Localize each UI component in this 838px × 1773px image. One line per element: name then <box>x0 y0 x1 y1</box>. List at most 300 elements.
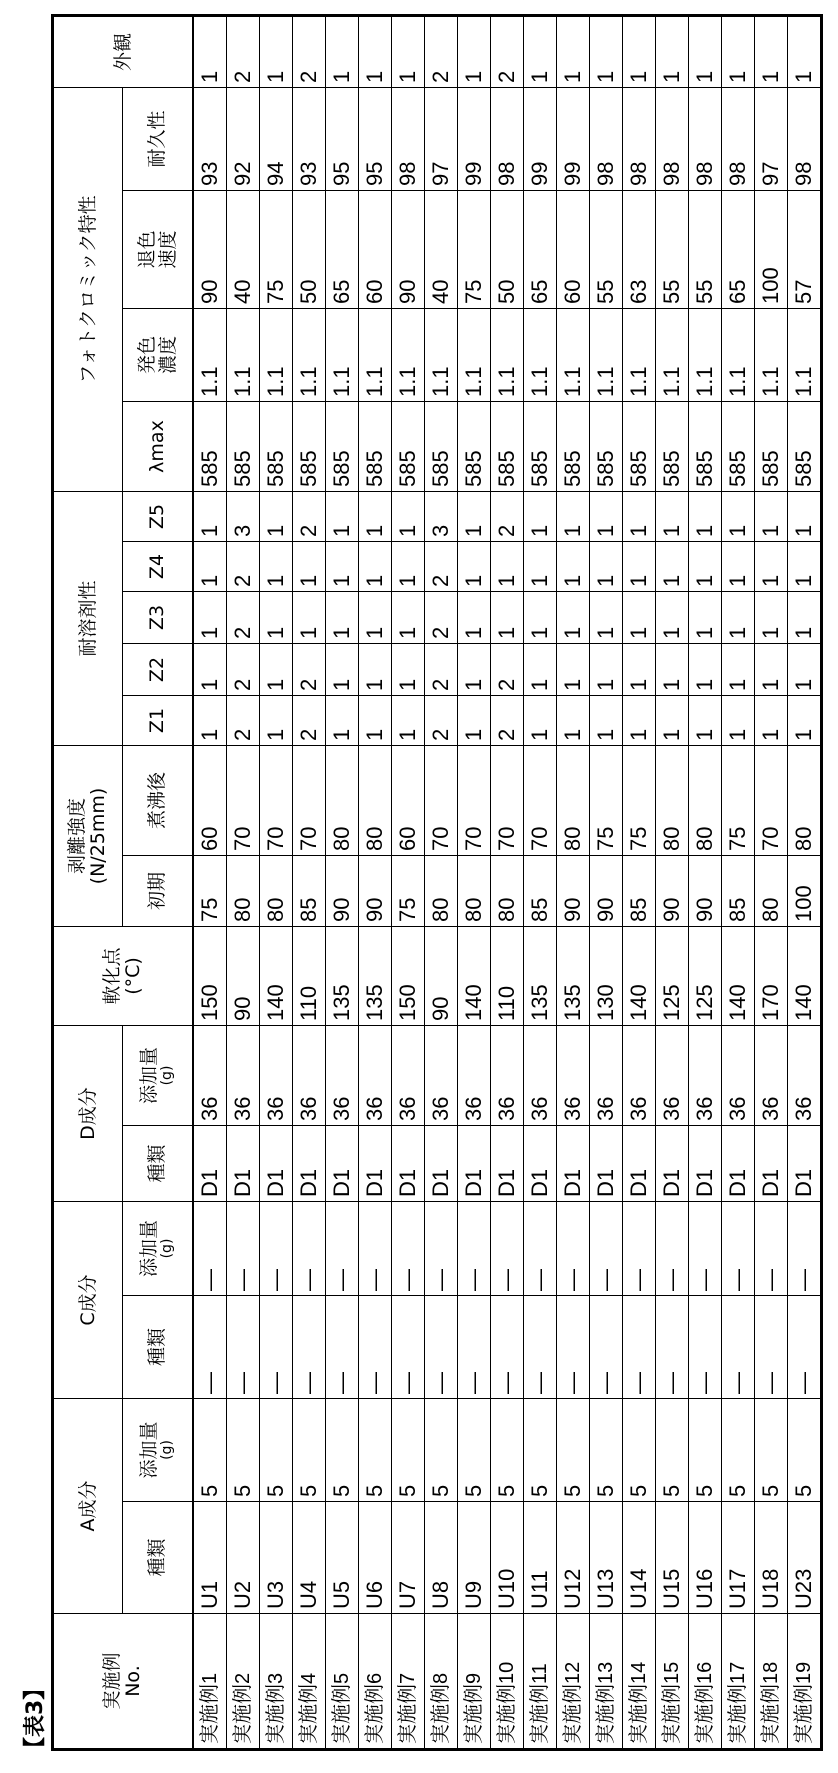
cell-example-no: 実施例17 <box>722 1614 755 1750</box>
cell-d-type: D1 <box>326 1126 359 1202</box>
cell-fading-speed: 75 <box>458 191 491 309</box>
cell-c-amount: — <box>326 1202 359 1296</box>
cell-z1: 1 <box>557 696 590 746</box>
cell-z4: 1 <box>491 542 524 592</box>
cell-c-type: — <box>193 1296 227 1399</box>
cell-lambda-max: 585 <box>359 402 392 492</box>
cell-c-type: — <box>260 1296 293 1399</box>
cell-color-density: 1.1 <box>689 309 722 402</box>
cell-c-type: — <box>557 1296 590 1399</box>
header-durability: 耐久性 <box>123 88 194 191</box>
cell-durability: 97 <box>425 88 458 191</box>
cell-peel-initial: 80 <box>458 856 491 927</box>
cell-softening-point: 150 <box>392 927 425 1026</box>
cell-d-amount: 36 <box>722 1026 755 1126</box>
cell-d-amount: 36 <box>293 1026 326 1126</box>
header-unit: (g) <box>160 1202 175 1295</box>
header-text: (°C) <box>122 957 144 995</box>
results-table <box>51 14 823 1751</box>
cell-z1: 1 <box>623 696 656 746</box>
cell-z4: 1 <box>557 542 590 592</box>
cell-c-amount: — <box>193 1202 227 1296</box>
cell-z2: 1 <box>689 644 722 696</box>
cell-c-amount: — <box>788 1202 822 1296</box>
cell-color-density: 1.1 <box>458 309 491 402</box>
cell-appearance: 1 <box>359 16 392 88</box>
table-caption: 【表3】 <box>18 1678 49 1759</box>
cell-z1: 1 <box>788 696 822 746</box>
header-z1: Z1 <box>123 696 194 746</box>
table-row <box>326 16 359 1750</box>
cell-c-type: — <box>227 1296 260 1399</box>
cell-d-type: D1 <box>689 1126 722 1202</box>
cell-peel-initial: 90 <box>689 856 722 927</box>
cell-d-type: D1 <box>293 1126 326 1202</box>
cell-a-amount: 5 <box>755 1399 788 1502</box>
cell-a-amount: 5 <box>689 1399 722 1502</box>
cell-appearance: 1 <box>656 16 689 88</box>
cell-fading-speed: 65 <box>722 191 755 309</box>
cell-lambda-max: 585 <box>788 402 822 492</box>
cell-c-type: — <box>656 1296 689 1399</box>
cell-z5: 1 <box>755 492 788 542</box>
cell-d-type: D1 <box>260 1126 293 1202</box>
cell-z4: 1 <box>458 542 491 592</box>
cell-peel-initial: 90 <box>656 856 689 927</box>
cell-z3: 1 <box>524 592 557 644</box>
header-a-type: 種類 <box>123 1502 194 1614</box>
cell-a-amount: 5 <box>458 1399 491 1502</box>
cell-peel-after-boiling: 80 <box>557 746 590 856</box>
cell-z4: 2 <box>227 542 260 592</box>
cell-peel-after-boiling: 70 <box>293 746 326 856</box>
cell-peel-after-boiling: 70 <box>755 746 788 856</box>
cell-z1: 1 <box>755 696 788 746</box>
cell-example-no: 実施例12 <box>557 1614 590 1750</box>
cell-z3: 1 <box>392 592 425 644</box>
cell-a-amount: 5 <box>656 1399 689 1502</box>
cell-c-type: — <box>623 1296 656 1399</box>
table-row <box>293 16 326 1750</box>
cell-z2: 1 <box>458 644 491 696</box>
cell-fading-speed: 50 <box>293 191 326 309</box>
cell-a-type: U15 <box>656 1502 689 1614</box>
cell-appearance: 1 <box>326 16 359 88</box>
cell-color-density: 1.1 <box>524 309 557 402</box>
cell-d-type: D1 <box>590 1126 623 1202</box>
cell-fading-speed: 63 <box>623 191 656 309</box>
cell-color-density: 1.1 <box>260 309 293 402</box>
table-row <box>227 16 260 1750</box>
rotated-table-page <box>0 0 838 1773</box>
cell-a-type: U6 <box>359 1502 392 1614</box>
header-d-type: 種類 <box>123 1126 194 1202</box>
cell-z5: 1 <box>689 492 722 542</box>
cell-z5: 2 <box>491 492 524 542</box>
cell-color-density: 1.1 <box>392 309 425 402</box>
table-row <box>458 16 491 1750</box>
cell-durability: 97 <box>755 88 788 191</box>
cell-peel-initial: 90 <box>359 856 392 927</box>
cell-z4: 1 <box>359 542 392 592</box>
cell-durability: 99 <box>458 88 491 191</box>
cell-a-amount: 5 <box>193 1399 227 1502</box>
cell-appearance: 2 <box>293 16 326 88</box>
cell-c-type: — <box>392 1296 425 1399</box>
cell-example-no: 実施例9 <box>458 1614 491 1750</box>
cell-c-type: — <box>359 1296 392 1399</box>
cell-appearance: 1 <box>755 16 788 88</box>
header-solvent-resistance: 耐溶剤性 <box>53 492 123 746</box>
cell-z5: 1 <box>524 492 557 542</box>
cell-example-no: 実施例8 <box>425 1614 458 1750</box>
cell-peel-after-boiling: 75 <box>590 746 623 856</box>
header-text: No. <box>122 1665 144 1697</box>
table-row <box>425 16 458 1750</box>
cell-example-no: 実施例4 <box>293 1614 326 1750</box>
cell-z1: 1 <box>260 696 293 746</box>
cell-peel-after-boiling: 70 <box>458 746 491 856</box>
cell-softening-point: 135 <box>359 927 392 1026</box>
cell-color-density: 1.1 <box>788 309 822 402</box>
cell-z3: 1 <box>293 592 326 644</box>
cell-durability: 98 <box>722 88 755 191</box>
cell-appearance: 1 <box>524 16 557 88</box>
header-z2: Z2 <box>123 644 194 696</box>
cell-peel-after-boiling: 75 <box>623 746 656 856</box>
table-row <box>491 16 524 1750</box>
header-z3: Z3 <box>123 592 194 644</box>
cell-d-type: D1 <box>227 1126 260 1202</box>
cell-a-type: U2 <box>227 1502 260 1614</box>
cell-d-type: D1 <box>458 1126 491 1202</box>
cell-z1: 1 <box>392 696 425 746</box>
cell-c-type: — <box>524 1296 557 1399</box>
cell-lambda-max: 585 <box>293 402 326 492</box>
cell-peel-after-boiling: 60 <box>392 746 425 856</box>
cell-d-amount: 36 <box>623 1026 656 1126</box>
cell-z5: 1 <box>788 492 822 542</box>
table-row <box>623 16 656 1750</box>
cell-d-amount: 36 <box>260 1026 293 1126</box>
cell-c-amount: — <box>722 1202 755 1296</box>
header-color-density <box>123 309 194 402</box>
header-text: 添加量 <box>138 1422 160 1479</box>
cell-z5: 1 <box>359 492 392 542</box>
cell-c-amount: — <box>260 1202 293 1296</box>
cell-peel-after-boiling: 70 <box>425 746 458 856</box>
cell-c-type: — <box>788 1296 822 1399</box>
cell-c-amount: — <box>458 1202 491 1296</box>
cell-durability: 93 <box>193 88 227 191</box>
cell-softening-point: 110 <box>491 927 524 1026</box>
cell-a-amount: 5 <box>293 1399 326 1502</box>
cell-peel-initial: 80 <box>755 856 788 927</box>
cell-z4: 1 <box>193 542 227 592</box>
cell-c-amount: — <box>425 1202 458 1296</box>
cell-peel-initial: 85 <box>623 856 656 927</box>
cell-a-amount: 5 <box>557 1399 590 1502</box>
cell-z5: 1 <box>656 492 689 542</box>
cell-z2: 2 <box>227 644 260 696</box>
cell-z4: 1 <box>755 542 788 592</box>
cell-z4: 1 <box>590 542 623 592</box>
cell-a-type: U17 <box>722 1502 755 1614</box>
cell-z2: 1 <box>260 644 293 696</box>
cell-example-no: 実施例5 <box>326 1614 359 1750</box>
cell-fading-speed: 60 <box>359 191 392 309</box>
cell-softening-point: 135 <box>326 927 359 1026</box>
cell-lambda-max: 585 <box>590 402 623 492</box>
cell-lambda-max: 585 <box>722 402 755 492</box>
cell-z2: 2 <box>293 644 326 696</box>
cell-peel-after-boiling: 80 <box>359 746 392 856</box>
cell-a-type: U12 <box>557 1502 590 1614</box>
cell-z3: 1 <box>623 592 656 644</box>
cell-d-amount: 36 <box>524 1026 557 1126</box>
cell-a-type: U8 <box>425 1502 458 1614</box>
cell-z4: 1 <box>524 542 557 592</box>
cell-z3: 1 <box>755 592 788 644</box>
cell-d-type: D1 <box>491 1126 524 1202</box>
cell-softening-point: 90 <box>227 927 260 1026</box>
cell-fading-speed: 40 <box>425 191 458 309</box>
cell-softening-point: 150 <box>193 927 227 1026</box>
cell-lambda-max: 585 <box>491 402 524 492</box>
cell-c-type: — <box>491 1296 524 1399</box>
cell-z2: 1 <box>359 644 392 696</box>
cell-z4: 1 <box>293 542 326 592</box>
cell-z5: 3 <box>227 492 260 542</box>
cell-z3: 1 <box>193 592 227 644</box>
cell-peel-after-boiling: 70 <box>491 746 524 856</box>
cell-z1: 1 <box>326 696 359 746</box>
cell-c-amount: — <box>623 1202 656 1296</box>
cell-color-density: 1.1 <box>623 309 656 402</box>
cell-appearance: 2 <box>425 16 458 88</box>
cell-d-amount: 36 <box>590 1026 623 1126</box>
cell-example-no: 実施例16 <box>689 1614 722 1750</box>
cell-appearance: 2 <box>227 16 260 88</box>
cell-a-type: U18 <box>755 1502 788 1614</box>
cell-z2: 1 <box>755 644 788 696</box>
cell-c-amount: — <box>293 1202 326 1296</box>
cell-a-type: U7 <box>392 1502 425 1614</box>
cell-softening-point: 125 <box>656 927 689 1026</box>
header-text: 剥離強度 <box>66 798 88 874</box>
cell-example-no: 実施例13 <box>590 1614 623 1750</box>
table-row <box>689 16 722 1750</box>
cell-durability: 98 <box>788 88 822 191</box>
cell-appearance: 1 <box>193 16 227 88</box>
cell-d-type: D1 <box>656 1126 689 1202</box>
cell-peel-initial: 75 <box>193 856 227 927</box>
cell-fading-speed: 55 <box>590 191 623 309</box>
cell-color-density: 1.1 <box>425 309 458 402</box>
cell-z1: 1 <box>689 696 722 746</box>
cell-peel-initial: 80 <box>260 856 293 927</box>
cell-peel-initial: 100 <box>788 856 822 927</box>
cell-softening-point: 140 <box>722 927 755 1026</box>
cell-d-amount: 36 <box>557 1026 590 1126</box>
cell-d-amount: 36 <box>755 1026 788 1126</box>
cell-appearance: 1 <box>392 16 425 88</box>
table-row <box>656 16 689 1750</box>
cell-z3: 1 <box>788 592 822 644</box>
cell-z5: 1 <box>722 492 755 542</box>
header-example-no <box>53 1614 194 1750</box>
cell-lambda-max: 585 <box>557 402 590 492</box>
header-c-type: 種類 <box>123 1296 194 1399</box>
header-d-amount <box>123 1026 194 1126</box>
cell-softening-point: 140 <box>788 927 822 1026</box>
cell-z1: 1 <box>524 696 557 746</box>
cell-c-amount: — <box>590 1202 623 1296</box>
cell-a-amount: 5 <box>392 1399 425 1502</box>
cell-fading-speed: 65 <box>326 191 359 309</box>
cell-c-type: — <box>425 1296 458 1399</box>
cell-appearance: 1 <box>623 16 656 88</box>
cell-appearance: 1 <box>458 16 491 88</box>
cell-z1: 1 <box>590 696 623 746</box>
cell-color-density: 1.1 <box>755 309 788 402</box>
cell-z5: 1 <box>557 492 590 542</box>
cell-softening-point: 140 <box>260 927 293 1026</box>
cell-d-type: D1 <box>788 1126 822 1202</box>
cell-lambda-max: 585 <box>227 402 260 492</box>
cell-softening-point: 125 <box>689 927 722 1026</box>
table-row <box>590 16 623 1750</box>
cell-peel-initial: 75 <box>392 856 425 927</box>
header-text: 実施例 <box>101 1653 123 1710</box>
cell-durability: 92 <box>227 88 260 191</box>
cell-lambda-max: 585 <box>524 402 557 492</box>
cell-color-density: 1.1 <box>557 309 590 402</box>
cell-z4: 2 <box>425 542 458 592</box>
cell-z1: 1 <box>458 696 491 746</box>
cell-durability: 93 <box>293 88 326 191</box>
cell-z1: 1 <box>722 696 755 746</box>
header-text: 軟化点 <box>101 948 123 1005</box>
header-lambda-max: λmax <box>123 402 194 492</box>
cell-a-type: U1 <box>193 1502 227 1614</box>
header-peel-strength <box>53 746 123 927</box>
cell-c-amount: — <box>359 1202 392 1296</box>
cell-z2: 1 <box>590 644 623 696</box>
cell-z4: 1 <box>689 542 722 592</box>
cell-z4: 1 <box>392 542 425 592</box>
cell-d-type: D1 <box>425 1126 458 1202</box>
cell-d-amount: 36 <box>392 1026 425 1126</box>
header-a-component: A成分 <box>53 1399 123 1614</box>
cell-z3: 1 <box>689 592 722 644</box>
cell-z4: 1 <box>260 542 293 592</box>
header-softening-point <box>53 927 194 1026</box>
cell-fading-speed: 100 <box>755 191 788 309</box>
cell-appearance: 2 <box>491 16 524 88</box>
cell-color-density: 1.1 <box>326 309 359 402</box>
cell-z4: 1 <box>722 542 755 592</box>
cell-peel-initial: 80 <box>227 856 260 927</box>
header-text: 濃度 <box>157 336 179 374</box>
cell-peel-after-boiling: 80 <box>788 746 822 856</box>
cell-fading-speed: 90 <box>392 191 425 309</box>
cell-color-density: 1.1 <box>227 309 260 402</box>
cell-softening-point: 135 <box>557 927 590 1026</box>
cell-d-amount: 36 <box>689 1026 722 1126</box>
cell-peel-initial: 90 <box>326 856 359 927</box>
cell-color-density: 1.1 <box>193 309 227 402</box>
header-photochromic: フォトクロミック特性 <box>53 88 123 492</box>
cell-z2: 1 <box>326 644 359 696</box>
cell-z3: 1 <box>557 592 590 644</box>
cell-z5: 1 <box>260 492 293 542</box>
cell-d-amount: 36 <box>491 1026 524 1126</box>
cell-z4: 1 <box>623 542 656 592</box>
cell-appearance: 1 <box>722 16 755 88</box>
header-a-amount <box>123 1399 194 1502</box>
cell-a-type: U10 <box>491 1502 524 1614</box>
cell-a-type: U3 <box>260 1502 293 1614</box>
cell-d-amount: 36 <box>359 1026 392 1126</box>
cell-peel-initial: 90 <box>557 856 590 927</box>
cell-example-no: 実施例2 <box>227 1614 260 1750</box>
cell-example-no: 実施例11 <box>524 1614 557 1750</box>
cell-softening-point: 110 <box>293 927 326 1026</box>
cell-z3: 1 <box>326 592 359 644</box>
cell-z2: 1 <box>524 644 557 696</box>
cell-durability: 98 <box>623 88 656 191</box>
cell-lambda-max: 585 <box>656 402 689 492</box>
cell-peel-after-boiling: 60 <box>193 746 227 856</box>
cell-lambda-max: 585 <box>623 402 656 492</box>
cell-a-type: U23 <box>788 1502 822 1614</box>
cell-lambda-max: 585 <box>392 402 425 492</box>
cell-c-amount: — <box>491 1202 524 1296</box>
cell-z4: 1 <box>656 542 689 592</box>
table-row <box>722 16 755 1750</box>
cell-z1: 2 <box>227 696 260 746</box>
cell-a-type: U9 <box>458 1502 491 1614</box>
table-body <box>193 16 822 1750</box>
cell-durability: 95 <box>326 88 359 191</box>
cell-z4: 1 <box>326 542 359 592</box>
cell-a-amount: 5 <box>491 1399 524 1502</box>
header-text: 添加量 <box>138 1047 160 1104</box>
cell-a-amount: 5 <box>788 1399 822 1502</box>
cell-z2: 1 <box>722 644 755 696</box>
cell-fading-speed: 55 <box>656 191 689 309</box>
cell-color-density: 1.1 <box>491 309 524 402</box>
cell-lambda-max: 585 <box>193 402 227 492</box>
header-fading-speed <box>123 191 194 309</box>
cell-a-type: U16 <box>689 1502 722 1614</box>
header-text: 添加量 <box>138 1220 160 1277</box>
cell-d-amount: 36 <box>326 1026 359 1126</box>
cell-fading-speed: 40 <box>227 191 260 309</box>
cell-color-density: 1.1 <box>722 309 755 402</box>
cell-fading-speed: 65 <box>524 191 557 309</box>
cell-c-amount: — <box>656 1202 689 1296</box>
cell-z1: 2 <box>293 696 326 746</box>
table-row <box>392 16 425 1750</box>
cell-d-type: D1 <box>722 1126 755 1202</box>
cell-z2: 1 <box>193 644 227 696</box>
cell-a-amount: 5 <box>326 1399 359 1502</box>
cell-a-amount: 5 <box>722 1399 755 1502</box>
cell-z5: 3 <box>425 492 458 542</box>
cell-d-type: D1 <box>755 1126 788 1202</box>
